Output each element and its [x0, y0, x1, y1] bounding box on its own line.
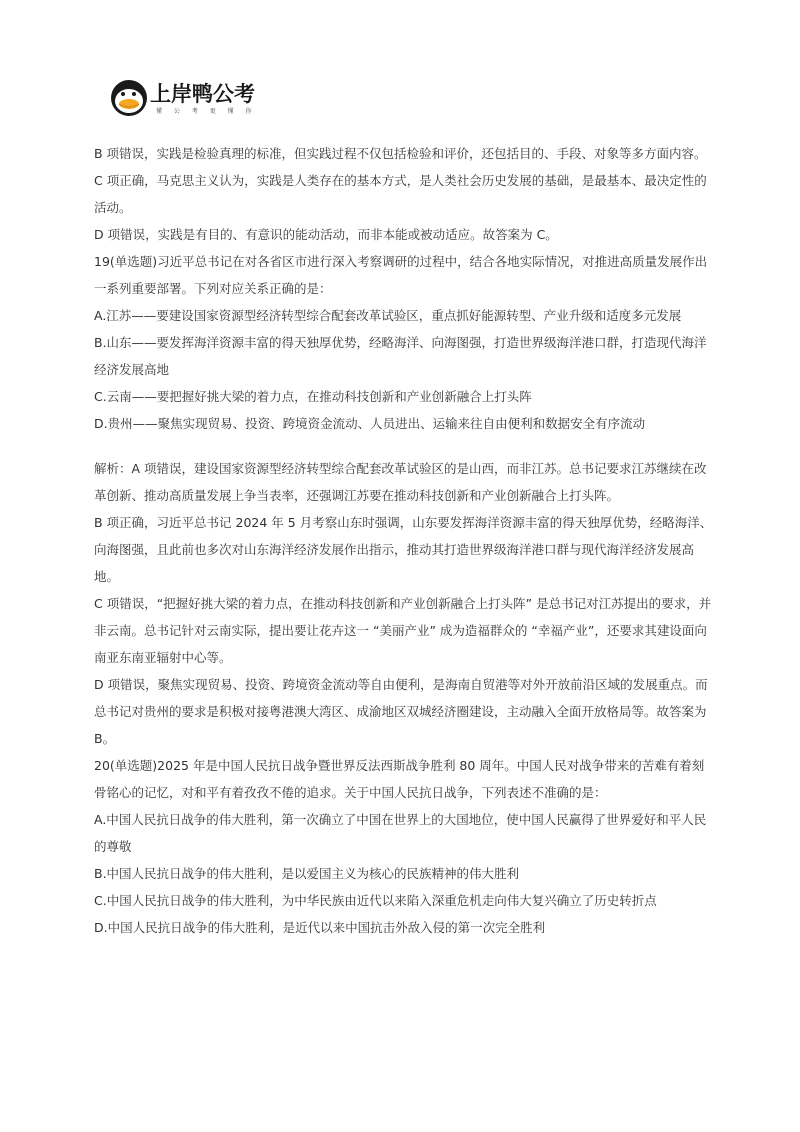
question-20-option-b: B.中国人民抗日战争的伟大胜利，是以爱国主义为核心的民族精神的伟大胜利 [94, 866, 520, 881]
paragraph: B 项错误，实践是检验真理的标准，但实践过程不仅包括检验和评价，还包括目的、手段、对象等多方面内容。 [94, 146, 707, 161]
analysis-paragraph: C 项错误，“把握好挑大梁的着力点，在推动科技创新和产业创新融合上打头阵” 是总书记对江苏提出的要求，并非云南。总书记针对云南实际，提出要让花卉这一 “美丽产业” 成为造福群众的 “幸福产业”，还要求其建设面向南亚东南亚辐射中心等。 [94, 596, 712, 665]
question-20-option-a: A.中国人民抗日战争的伟大胜利，第一次确立了中国在世界上的大国地位，使中国人民赢得了世界爱好和平人民的尊敬 [94, 812, 707, 854]
spacer [94, 437, 714, 455]
question-19-option-d: D.贵州——聚焦实现贸易、投资、跨境资金流动、人员进出、运输来往自由便利和数据安全有序流动 [94, 416, 646, 431]
question-20-stem: 20(单选题)2025 年是中国人民抗日战争暨世界反法西斯战争胜利 80 周年。中国人民对战争带来的苦难有着刻骨铭心的记忆，对和平有着孜孜不倦的追求。关于中国人民抗日战争，下列表述不准确的是： [94, 758, 705, 800]
question-20-option-d: D.中国人民抗日战争的伟大胜利，是近代以来中国抗击外敌入侵的第一次完全胜利 [94, 920, 546, 935]
brand-logo [108, 76, 258, 124]
analysis-paragraph: B 项正确，习近平总书记 2024 年 5 月考察山东时强调，山东要发挥海洋资源丰富的得天独厚优势，经略海洋、向海图强，且此前也多次对山东海洋经济发展作出指示，推动其打造世界级海洋港口群与现代海洋经济发展高地。 [94, 515, 713, 584]
question-19-option-c: C.云南——要把握好挑大梁的着力点，在推动科技创新和产业创新融合上打头阵 [94, 389, 532, 404]
document-body [94, 140, 714, 941]
paragraph: C 项正确，马克思主义认为，实践是人类存在的基本方式，是人类社会历史发展的基础，是最基本、最决定性的活动。 [94, 173, 707, 215]
paragraph: D 项错误，实践是有目的、有意识的能动活动，而非本能或被动适应。故答案为 C。 [94, 227, 558, 242]
question-19-option-b: B.山东——要发挥海洋资源丰富的得天独厚优势，经略海洋、向海图强，打造世界级海洋港口群，打造现代海洋经济发展高地 [94, 335, 707, 377]
question-19-stem: 19(单选题)习近平总书记在对各省区市进行深入考察调研的过程中，结合各地实际情况，对推进高质量发展作出一系列重要部署。下列对应关系正确的是： [94, 254, 708, 296]
question-19-option-a: A.江苏——要建设国家资源型经济转型综合配套改革试验区，重点抓好能源转型、产业升级和适度多元发展 [94, 308, 682, 323]
brand-slogan: 懂 公 考 更 懂 你 [156, 108, 257, 115]
question-20-option-c: C.中国人民抗日战争的伟大胜利，为中华民族由近代以来陷入深重危机走向伟大复兴确立了历史转折点 [94, 893, 657, 908]
analysis-paragraph: 解析：A 项错误，建设国家资源型经济转型综合配套改革试验区的是山西，而非江苏。总书记要求江苏继续在改革创新、推动高质量发展上争当表率，还强调江苏要在推动科技创新和产业创新融合上打头阵。 [94, 461, 707, 503]
analysis-paragraph: D 项错误，聚焦实现贸易、投资、跨境资金流动等自由便利，是海南自贸港等对外开放前沿区域的发展重点。而总书记对贵州的要求是积极对接粤港澳大湾区、成渝地区双城经济圈建设，主动融入全面开放格局等。故答案为 B。 [94, 677, 708, 746]
duck-icon [108, 76, 152, 120]
brand-name: 上岸鸭公考 [150, 82, 255, 106]
